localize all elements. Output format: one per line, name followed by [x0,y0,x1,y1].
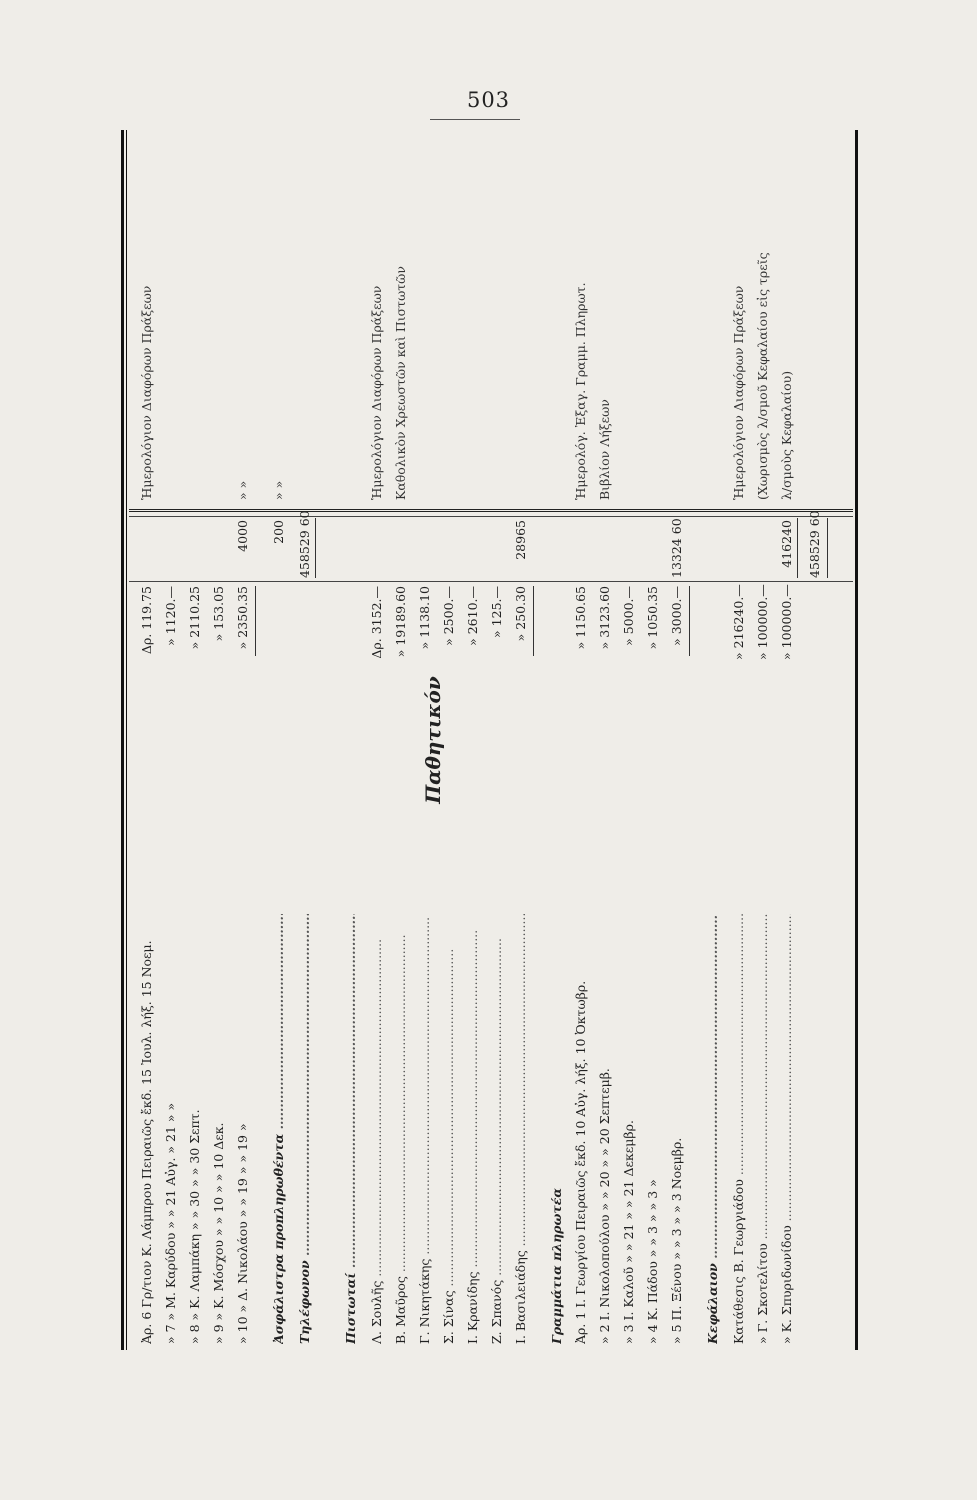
row-total: 13324 60 [669,518,684,578]
row-source: » » [271,480,286,500]
ledger-row [135,130,159,1350]
row-amount: » 1050.35 [645,586,660,650]
row-amount: » 153.05 [211,586,226,642]
row-item: Γραμμάτια πληρωτέα [549,1188,564,1344]
row-amount: » 1138.10 [417,586,432,650]
row-item: Γ. Νικητάκης ..... [413,914,437,1344]
row-source: » » [235,480,250,500]
page-number-rule [430,119,520,120]
ledger-row [231,130,255,1350]
ledger-row [365,130,389,1350]
ledger-row [701,130,725,1350]
row-amount: » 216240.— [731,584,746,660]
ledger-row [207,130,231,1350]
row-source: Βιβλίον Λήξεων [597,399,612,500]
top-rule-thin [126,130,127,1350]
sum-rule [315,518,316,578]
row-item: » 5 Π. Ξένου » » 3 » » 3 Νοεμβρ. [669,1137,684,1344]
ledger-row [775,130,799,1350]
page-number: 503 [466,88,511,112]
row-amount: Δρ. 119.75 [139,586,154,655]
ledger-row [569,130,593,1350]
ledger-row [509,130,533,1350]
ledger-row [339,130,363,1350]
row-item: Ἀρ. 6 Γρ/τιον Κ. Λάμπρου Πειραιῶς ἔκδ. 15 Ἰουλ. λήξ. 15 Νοεμ. [139,940,154,1344]
row-amount: » 19189.60 [393,586,408,658]
row-item: Ἀσφάλιστρα προπληρωθέντα ..... [267,914,291,1344]
section-heading: Παθητικόν [421,676,445,804]
row-amount: » 2610.— [465,586,480,646]
ledger-row [641,130,665,1350]
row-total: 458529 60 [807,510,822,578]
row-amount: » 125.— [489,586,504,638]
row-source: Ἡμερολόγιον Διαφόρων Πράξεων [731,285,746,500]
ledger-row [389,130,413,1350]
row-item: Πιστωταί ..... [339,914,363,1344]
ledger-row [727,130,751,1350]
ledger-row [159,130,183,1350]
row-item: Ζ. Σπανός ..... [485,914,509,1344]
sum-rule [255,586,256,656]
row-amount: » 2110.25 [187,586,202,650]
ledger-row [803,130,827,1350]
row-source: Ἡμερολόγιον Διαφόρων Πράξεων [369,285,384,500]
ledger-row [593,130,617,1350]
row-amount: » 2350.35 [235,586,250,650]
row-item: Σ. Σίνας ..... [437,914,461,1344]
ledger-row [437,130,461,1350]
row-total: 28965 [513,520,528,560]
ledger-row [485,130,509,1350]
ledger-row [545,130,569,1350]
ledger-row [461,130,485,1350]
row-item: » 2 Ι. Νικολοπούλου » » 20 » » 20 Σεπτεμβ. [597,1068,612,1344]
row-total: 416240 [779,520,794,568]
row-item: Κατάθεσις Β. Γεωργιάδου ..... [727,914,751,1344]
row-amount: » 2500.— [441,586,456,646]
row-item: Ι. Βασιλειάδης ..... [509,914,533,1344]
row-item: » 8 » Κ. Λαμπάκη » » 30 » » 30 Σεπτ. [187,1109,202,1344]
ledger-row [267,130,291,1350]
row-item: Λ. Σουλῆς ..... [365,914,389,1344]
row-source: Καθολικὸν Χρεωστῶν καὶ Πιστωτῶν [393,266,408,500]
row-item: Κεφάλαιον ..... [701,914,725,1344]
row-source: λ/σμοὺς Κεφαλαίου) [779,370,794,500]
row-item: Ἀρ. 1 Ι. Γεωργίου Πειραιῶς ἔκδ. 10 Αὐγ. λήξ. 10 Ὀκτωβρ. [573,980,588,1344]
ledger-row [293,130,317,1350]
ledger-row [413,130,437,1350]
sum-rule [827,518,828,578]
ledger-row [665,130,689,1350]
sum-rule [797,518,798,578]
row-amount: » 1120.— [163,586,178,646]
sum-rule [533,586,534,656]
row-amount: » 3123.60 [597,586,612,650]
row-source: Ἡμερολόγιον Διαφόρων Πράξεων [139,285,154,500]
row-source: Ἡμερολόγ. Ἐξαγ. Γραμμ. Πληρωτ. [573,282,588,500]
row-item: Τηλέφωνον ..... [293,914,317,1344]
row-amount: » 5000.— [621,586,636,646]
row-item: » 4 Κ. Πάδου » » 3 » » 3 » [645,1179,660,1344]
ledger-row [183,130,207,1350]
row-source: (Χωρισμὸς λ/σμοῦ Κεφαλαίου εἰς τρεῖς [755,252,770,500]
row-amount: » 250.30 [513,586,528,642]
row-item: » 3 Ι. Καλοῦ » » 21 » » 21 Δεκεμβρ. [621,1120,636,1344]
row-item: » 7 » Μ. Καρύδου » » 21 Αὐγ. » 21 » » [163,1102,178,1344]
row-total: 200 [271,520,286,544]
row-total: 4000 [235,520,250,552]
bottom-rule [855,130,858,1350]
row-item: Ι. Κρανίδης ..... [461,914,485,1344]
top-rule [121,130,124,1350]
row-amount: » 100000.— [779,584,794,660]
row-item: » 10 » Δ. Νικολάου » » 19 » » 19 » [235,1123,250,1344]
ledger-sheet [121,130,861,1350]
row-amount: » 3000.— [669,586,684,646]
ledger-row [751,130,775,1350]
row-item: » Κ. Σπυριδωνίδου ..... [775,914,799,1344]
row-amount: Δρ. 3152.— [369,586,384,659]
row-amount: » 1150.65 [573,586,588,650]
row-item: Β. Μαῦρος ..... [389,914,413,1344]
row-item: » 9 » Κ. Μόσχου » » 10 » » 10 Δεκ. [211,1122,226,1344]
row-item: » Γ. Σκοτελίτου ..... [751,914,775,1344]
ledger-row [617,130,641,1350]
row-total: 458529 60 [297,510,312,578]
sum-rule [689,586,690,656]
row-amount: » 100000.— [755,584,770,660]
